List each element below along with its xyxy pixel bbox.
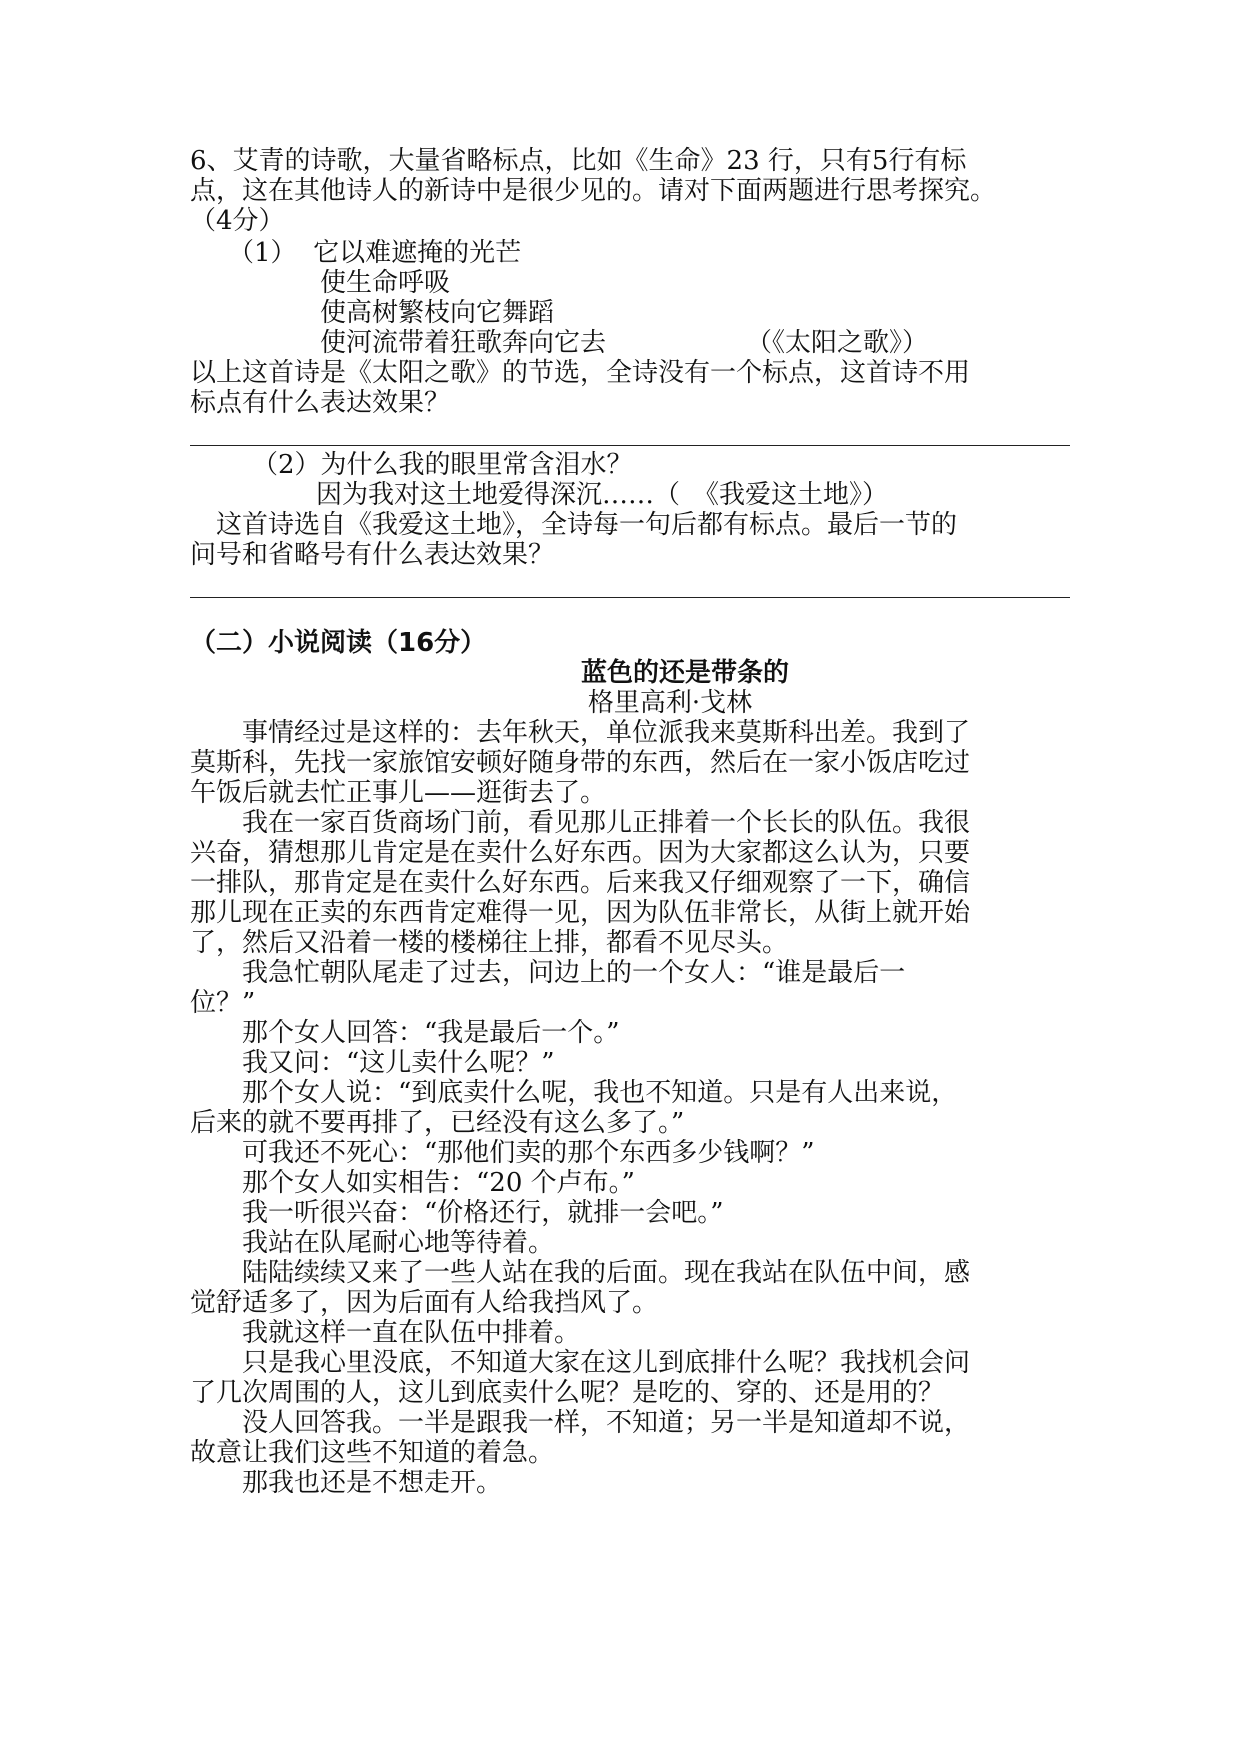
story-line: 那个女人如实相告：“20 个卢布。”: [242, 1168, 635, 1198]
story-line: 我一听很兴奋：“价格还行，就排一会吧。”: [242, 1198, 724, 1228]
story-paragraph: [190, 1468, 1070, 1498]
question-text-line: 6、艾青的诗歌，大量省略标点，比如《生命》23 行，只有5行有标: [190, 146, 967, 176]
poem-line: 使高树繁枝向它舞蹈: [320, 298, 555, 328]
story-paragraph: [190, 1408, 1070, 1468]
story-line: 我站在队尾耐心地等待着。: [242, 1228, 555, 1258]
poem-excerpt-2: [190, 450, 1070, 510]
story-paragraph: [190, 1078, 1070, 1138]
poem-line: [190, 328, 1070, 358]
sub-question-1-prompt: [190, 358, 1070, 418]
story-line: 那我也还是不想走开。: [242, 1468, 503, 1498]
story-line: 没人回答我。一半是跟我一样，不知道；另一半是知道却不说，: [242, 1408, 971, 1438]
story-line: 只是我心里没底，不知道大家在这儿到底排什么呢？我找机会问: [242, 1348, 971, 1378]
question-text-line: （4分）: [190, 206, 285, 236]
story-paragraph: [190, 1258, 1070, 1318]
story-paragraph: [190, 808, 1070, 958]
story-line: 后来的就不要再排了，已经没有这么多了。”: [190, 1108, 685, 1138]
story-paragraph: [190, 958, 1070, 1018]
poem-line-text: 使河流带着狂歌奔向它去: [320, 328, 607, 358]
question-text-line: 以上这首诗是《太阳之歌》的节选，全诗没有一个标点，这首诗不用: [190, 358, 971, 388]
poem-source: （《太阳之歌》）: [746, 328, 929, 358]
story-line: 故意让我们这些不知道的着急。: [190, 1438, 555, 1468]
question-text-line: 这首诗选自《我爱这土地》，全诗每一句后都有标点。最后一节的: [216, 510, 958, 540]
story-paragraph: [190, 1228, 1070, 1258]
poem-line-text: 它以难遮掩的光芒: [313, 238, 522, 268]
poem-line: （2）为什么我的眼里常含泪水？: [252, 450, 633, 480]
poem-line: 使生命呼吸: [320, 268, 451, 298]
story-author: 格里高利·戈林: [587, 688, 753, 718]
story-line: 位？”: [190, 988, 256, 1018]
story-paragraph: [190, 1018, 1070, 1048]
story-line: 我又问：“这儿卖什么呢？”: [242, 1048, 555, 1078]
story-line: 可我还不死心：“那他们卖的那个东西多少钱啊？”: [242, 1138, 815, 1168]
story-line: 那个女人回答：“我是最后一个。”: [242, 1018, 620, 1048]
story-line: 了几次周围的人，这儿到底卖什么呢？是吃的、穿的、还是用的？: [190, 1378, 945, 1408]
question-text-line: 标点有什么表达效果？: [190, 388, 451, 418]
story-line: 觉舒适多了，因为后面有人给我挡风了。: [190, 1288, 659, 1318]
story-paragraph: [190, 1348, 1070, 1408]
poem-line: [190, 238, 1070, 268]
story-paragraph: [190, 1318, 1070, 1348]
story-line: 我在一家百货商场门前，看见那儿正排着一个长长的队伍。我很: [242, 808, 971, 838]
story-paragraph: [190, 718, 1070, 808]
question-text-line: 点，这在其他诗人的新诗中是很少见的。请对下面两题进行思考探究。: [190, 176, 997, 206]
story-paragraph: [190, 1198, 1070, 1228]
story-paragraph: [190, 1048, 1070, 1078]
poem-excerpt-1: [190, 238, 1070, 358]
story-line: 陆陆续续又来了一些人站在我的后面。现在我站在队伍中间，感: [242, 1258, 971, 1288]
story-line: 兴奋，猜想那儿肯定是在卖什么好东西。因为大家都这么认为，只要: [190, 838, 971, 868]
section-title: （二）小说阅读（16分）: [190, 628, 487, 658]
story-paragraph: [190, 1168, 1070, 1198]
story-line: 我急忙朝队尾走了过去，问边上的一个女人：“谁是最后一: [242, 958, 906, 988]
story-line: 午饭后就去忙正事儿——逛街去了。: [190, 778, 607, 808]
story-line: 我就这样一直在队伍中排着。: [242, 1318, 581, 1348]
document-page: [190, 146, 1070, 1498]
question-6: [190, 146, 1070, 236]
story-line: 莫斯科，先找一家旅馆安顿好随身带的东西，然后在一家小饭店吃过: [190, 748, 971, 778]
story-line: 一排队，那肯定是在卖什么好东西。后来我又仔细观察了一下，确信: [190, 868, 971, 898]
poem-line: 因为我对这土地爱得深沉……（ 《我爱这土地》）: [316, 480, 889, 510]
story-line: 了，然后又沿着一楼的楼梯往上排，都看不见尽头。: [190, 928, 789, 958]
question-text-line: 问号和省略号有什么表达效果？: [190, 540, 555, 570]
sub-question-label: （1）: [228, 238, 297, 268]
story-line: 那儿现在正卖的东西肯定难得一见，因为队伍非常长，从街上就开始: [190, 898, 971, 928]
story-line: 那个女人说：“到底卖什么呢，我也不知道。只是有人出来说，: [242, 1078, 958, 1108]
sub-question-2-prompt: [190, 510, 1070, 570]
story-body: [190, 718, 1070, 1498]
story-line: 事情经过是这样的：去年秋天，单位派我来莫斯科出差。我到了: [242, 718, 971, 748]
story-paragraph: [190, 1138, 1070, 1168]
story-title: 蓝色的还是带条的: [580, 658, 789, 688]
